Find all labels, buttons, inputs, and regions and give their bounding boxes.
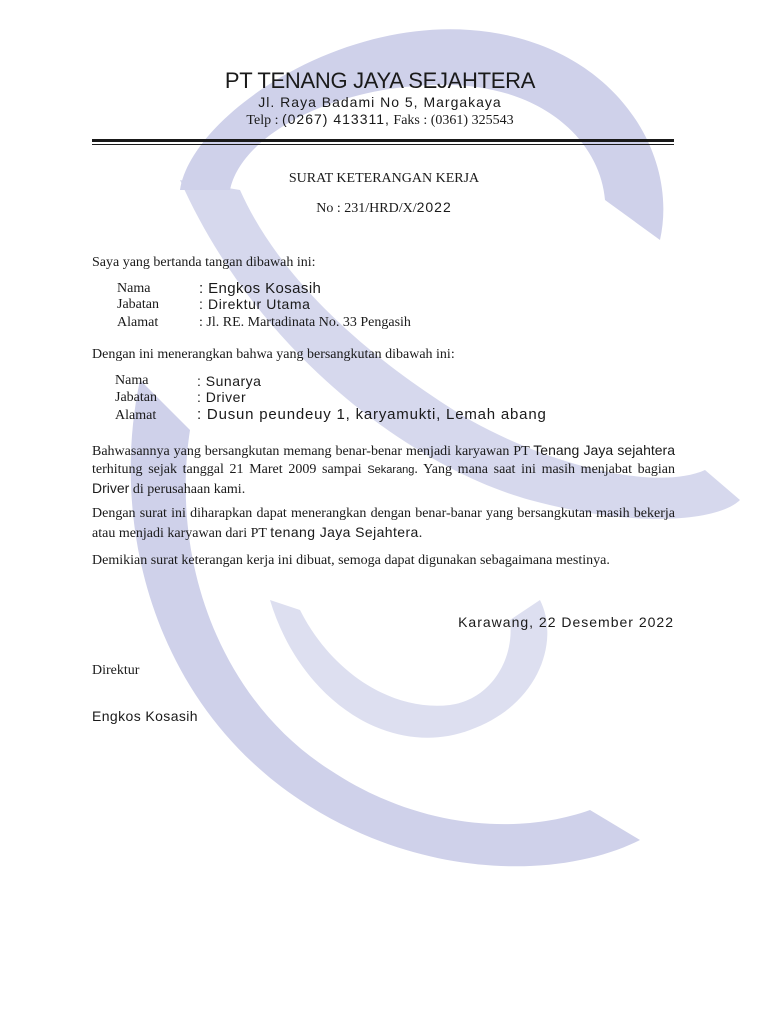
- letter-number-year: 2022: [416, 199, 452, 215]
- signer-address-label: Alamat: [117, 315, 159, 330]
- employee-name-label: Nama: [115, 373, 149, 388]
- employee-name-value: : Sunarya: [197, 373, 262, 389]
- header-rule-thin: [92, 144, 674, 145]
- signer-name-label: Nama: [117, 281, 151, 296]
- paragraph-employment-role: Driver: [92, 480, 130, 496]
- fax-number: Faks : (0361) 325543: [389, 113, 514, 128]
- letter-number-prefix: No : 231/HRD/X/: [316, 201, 417, 216]
- telp-label: Telp :: [246, 113, 282, 128]
- paragraph-employment-company: Tenang Jaya sejahtera: [533, 442, 675, 458]
- signer-address-value: : Jl. RE. Martadinata No. 33 Pengasih: [199, 315, 411, 330]
- closing-text: Demikian surat keterangan kerja ini dibuat, semoga dapat digunakan sebagaimana mestinya.: [92, 553, 610, 568]
- paragraph-purpose-company: tenang Jaya Sejahtera: [270, 524, 419, 540]
- paragraph-purpose-part2: .: [418, 526, 423, 541]
- header-rule-thick: [92, 139, 674, 142]
- company-name: PT TENANG JAYA SEJAHTERA: [224, 68, 536, 93]
- telp-number: (0267) 413311,: [281, 111, 390, 127]
- employee-position-value: : Driver: [197, 389, 247, 405]
- employee-address-value: : Dusun peundeuy 1, karyamukti, Lemah abang: [197, 406, 547, 423]
- paragraph-purpose-part1: Dengan surat ini diharapkan dapat menerangkan dengan benar-banar yang bersangkutan masih bekerja atau menjadi karyawan dari PT: [92, 506, 675, 541]
- signer-title: Direktur: [92, 663, 140, 678]
- paragraph-employment-part2: terhitung sejak tanggal 21 Maret 2009 sampai: [92, 462, 368, 477]
- company-address: Jl. Raya Badami No 5, Margakaya: [258, 94, 502, 110]
- paragraph-employment-part1: Bahwasannya yang bersangkutan memang benar-benar menjadi karyawan PT: [92, 444, 534, 459]
- statement-text: Dengan ini menerangkan bahwa yang bersangkutan dibawah ini:: [92, 347, 455, 362]
- letter-title: SURAT KETERANGAN KERJA: [288, 171, 480, 186]
- employee-position-label: Jabatan: [115, 390, 157, 405]
- intro-text: Saya yang bertanda tangan dibawah ini:: [92, 255, 316, 270]
- signer-position-label: Jabatan: [117, 297, 159, 312]
- company-contact: [0, 111, 760, 129]
- paragraph-employment-part4: di perusahaan kami.: [129, 482, 246, 497]
- signer-position-value: : Direktur Utama: [199, 296, 311, 312]
- paragraph-employment-part3: . Yang mana saat ini masih menjabat bagian: [414, 462, 675, 477]
- paragraph-employment-until: Sekarang: [367, 464, 415, 476]
- employee-address-label: Alamat: [115, 408, 157, 423]
- letter-number: [0, 199, 768, 217]
- signer-name: Engkos Kosasih: [92, 708, 198, 724]
- paragraph-purpose: [92, 505, 675, 543]
- place-date: Karawang, 22 Desember 2022: [458, 614, 674, 630]
- paragraph-employment: [92, 441, 675, 499]
- signer-name-value: : Engkos Kosasih: [199, 280, 322, 297]
